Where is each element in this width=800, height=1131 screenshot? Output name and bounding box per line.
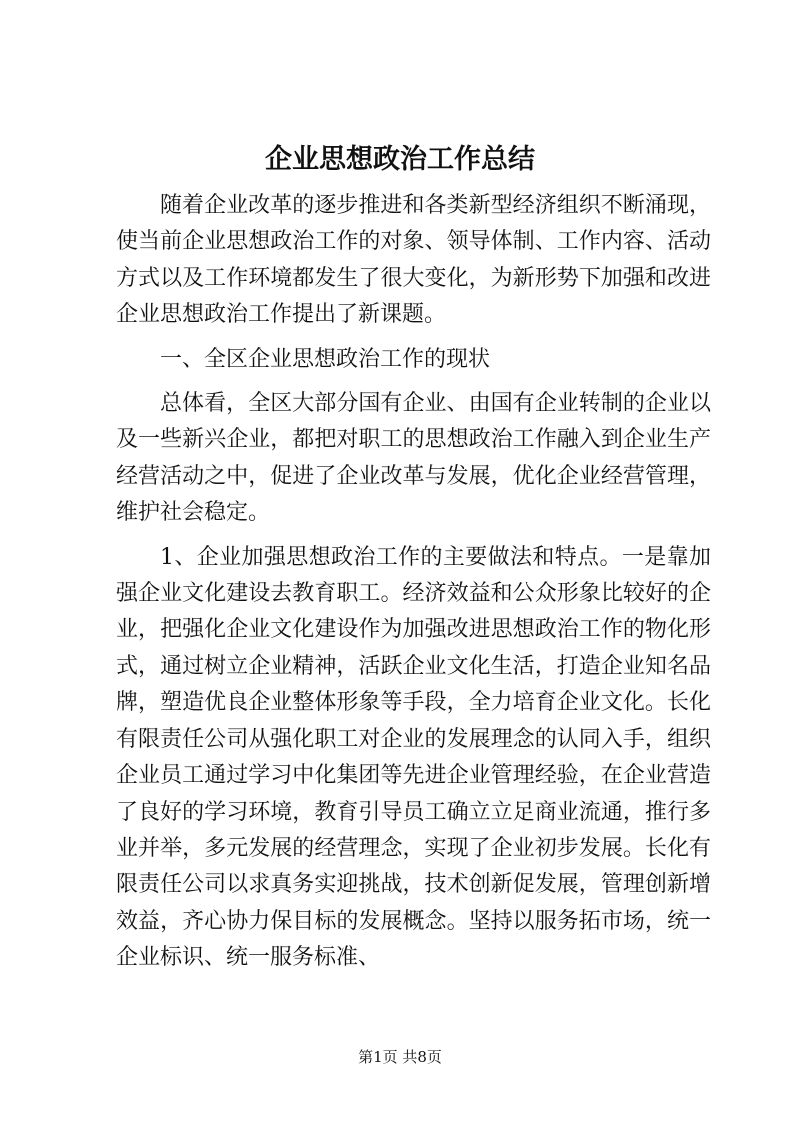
paragraph-practices: 1、企业加强思想政治工作的主要做法和特点。一是靠加强企业文化建设去教育职工。经济效益和公众形象比较好的企业，把强化企业文化建设作为加强改进思想政治工作的物化形式，通过树立企业精神，活跃企业文化生活，打造企业知名品牌，塑造优良企业整体形象等手段，全力培育企业文化。长化有限责任公司从强化职工对企业的发展理念的认同入手，组织企业员工通过学习中化集团等先进企业管理经验，在企业营造了良好的学习环境，教育引导员工确立立足商业流通，推行多业并举，多元发展的经营理念，实现了企业初步发展。长化有限责任公司以求真务实迎挑战，技术创新促发展，管理创新增效益，齐心协力保目标的发展概念。坚持以服务拓市场，统一企业标识、统一服务标准、 (116, 544, 711, 971)
document-body (116, 188, 711, 977)
page-footer: 第1页 共8页 (358, 1048, 442, 1066)
document-title: 企业思想政治工作总结 (265, 144, 535, 175)
section-heading: 一、全区企业思想政治工作的现状 (160, 346, 491, 372)
paragraph-intro: 随着企业改革的逐步推进和各类新型经济组织不断涌现，使当前企业思想政治工作的对象、领导体制、工作内容、活动方式以及工作环境都发生了很大变化，为新形势下加强和改进企业思想政治工作提出了新课题。 (116, 193, 711, 328)
paragraph-overview: 总体看，全区大部分国有企业、由国有企业转制的企业以及一些新兴企业，都把对职工的思想政治工作融入到企业生产经营活动之中，促进了企业改革与发展，优化企业经营管理，维护社会稳定。 (116, 391, 711, 526)
